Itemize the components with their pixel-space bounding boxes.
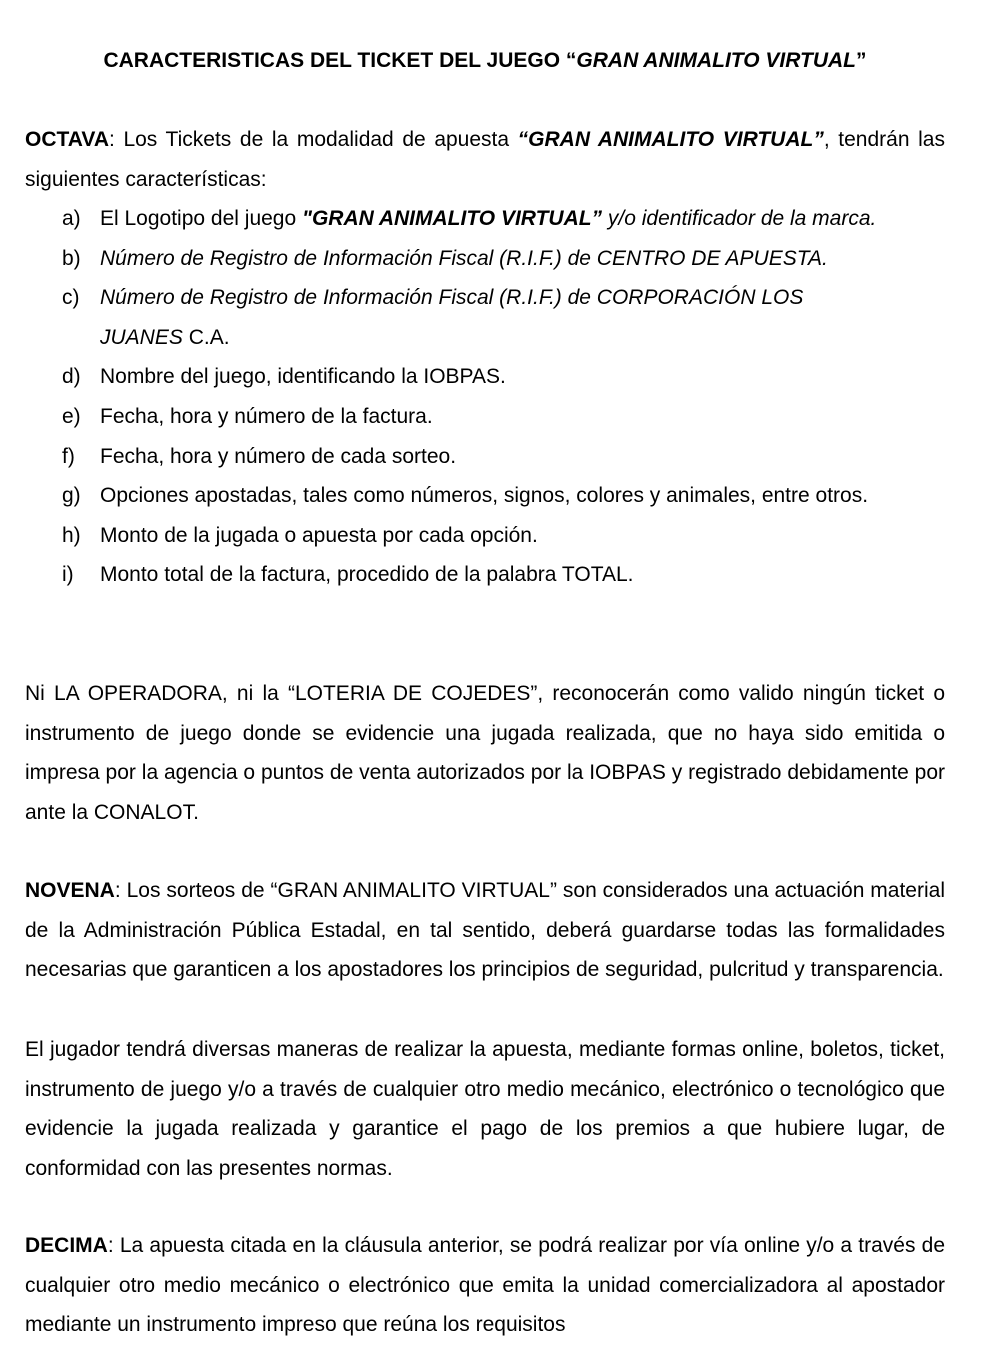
item-text: Nombre del juego, identificando la IOBPAS. (100, 365, 506, 389)
item-text: Número de Registro de Información Fiscal (R.I.F.) de CENTRO DE APUESTA. (100, 246, 828, 270)
list-item (0, 397, 1000, 437)
ticket-features-list (0, 199, 1000, 595)
item-text: El Logotipo del juego (100, 207, 302, 230)
list-item (0, 239, 1000, 279)
list-letter: b) (62, 246, 81, 270)
decima-label: DECIMA (25, 1234, 108, 1257)
list-letter: c) (62, 286, 80, 310)
novena-text: : Los sorteos de “GRAN ANIMALITO VIRTUAL” son considerados una actuación material de la Administración Pública Estadal, en tal sentido, deberá guardarse todas las formalidades necesarias que garanticen a los apostadores los principios de seguridad, pulcritud y transparencia. (25, 879, 945, 982)
title-prefix: CARACTERISTICAS DEL TICKET DEL JUEGO “ (103, 49, 577, 72)
novena-paragraph (25, 871, 945, 990)
item-game-name: "GRAN ANIMALITO VIRTUAL” (302, 207, 603, 230)
item-text-italic: y/o identificador de la marca. (602, 207, 877, 230)
octava-text-continued: , tendrán las siguientes características: (25, 128, 945, 191)
novena-paragraph-2: El jugador tendrá diversas maneras de realizar la apuesta, mediante formas online, boletos, ticket, instrumento de juego y/o a través de cualquier otro medio mecánico, electrónico o tecnológico que evidencie la jugada realizada y garantice el pago de los premios a que hubiere lugar, de conformidad con las presentes normas. (25, 1038, 945, 1180)
list-letter: e) (62, 404, 81, 428)
list-letter: d) (62, 365, 81, 389)
octava-text: : Los Tickets de la modalidad de apuesta (109, 128, 518, 151)
decima-paragraph (25, 1226, 945, 1345)
list-letter: g) (62, 484, 81, 508)
item-text: C.A. (182, 325, 230, 349)
item-text: Monto total de la factura, procedido de la palabra TOTAL. (100, 563, 634, 587)
octava-paragraph (25, 120, 945, 199)
title-suffix: ” (856, 49, 867, 72)
list-letter: f) (62, 444, 75, 468)
document-title (0, 44, 970, 78)
novena-label: NOVENA (25, 879, 115, 902)
list-letter: h) (62, 523, 81, 547)
item-text: Monto de la jugada o apuesta por cada opción. (100, 523, 538, 547)
ni-paragraph: Ni LA OPERADORA, ni la “LOTERIA DE COJEDES”, reconocerán como valido ningún ticket o instrumento de juego donde se evidencie una jugada realizada, que no haya sido emitida o impresa por la agencia o puntos de venta autorizados por la IOBPAS y registrado debidamente por ante la CONALOT. (25, 682, 945, 824)
list-letter: a) (62, 207, 81, 230)
item-text: Opciones apostadas, tales como números, signos, colores y animales, entre otros. (100, 484, 869, 508)
list-item (0, 437, 1000, 477)
list-item (0, 476, 1000, 516)
octava-game-name: “GRAN ANIMALITO VIRTUAL” (517, 128, 824, 151)
title-game-name: GRAN ANIMALITO VIRTUAL (576, 49, 857, 72)
decima-text: : La apuesta citada en la cláusula anterior, se podrá realizar por vía online y/o a través de cualquier otro medio mecánico o electrónico que emita la unidad comercializadora al apostador mediante un instrumento impreso que reúna los requisitos (25, 1234, 945, 1337)
list-letter: i) (62, 563, 74, 587)
item-text: Fecha, hora y número de cada sorteo. (100, 444, 457, 468)
item-text: Fecha, hora y número de la factura. (100, 404, 433, 428)
item-text-italic: Número de Registro de Información Fiscal (R.I.F.) de CORPORACIÓN LOS JUANES (100, 286, 804, 349)
list-item (0, 278, 1000, 357)
list-item (0, 555, 1000, 595)
octava-label: OCTAVA (25, 128, 109, 151)
list-item (0, 357, 1000, 397)
list-item (0, 199, 1000, 239)
list-item (0, 516, 1000, 556)
